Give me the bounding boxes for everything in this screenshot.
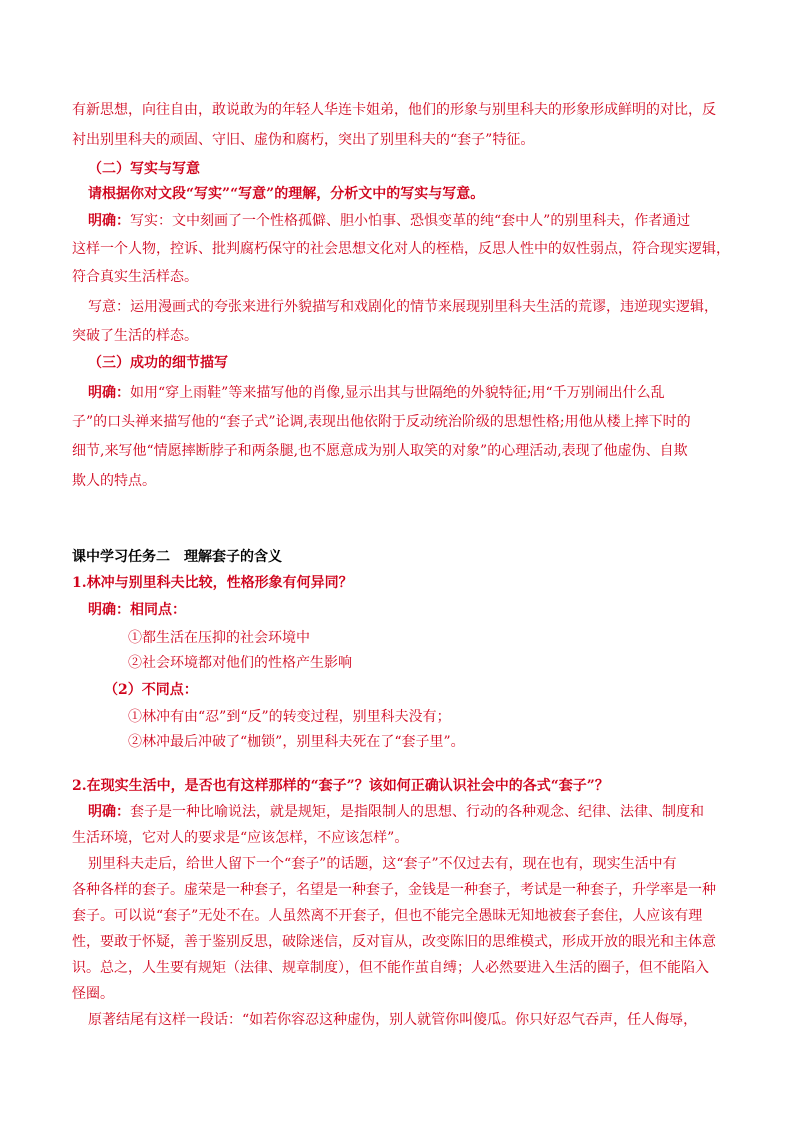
- answer-realism-line-1: [88, 212, 690, 230]
- para2-line-3: 套子。可以说“套子”无处不在。人虽然离不开套子，但也不能完全愚昧无知地被套子套住，人应该有理: [72, 908, 703, 924]
- task-title: 课中学习任务二 理解套子的含义: [72, 549, 282, 565]
- question-2: 2.在现实生活中，是否也有这样那样的“套子”？该如何正确认识社会中的各式“套子”？: [72, 778, 609, 794]
- answer-text: 套子是一种比喻说法，就是规矩，是指限制人的思想、行动的各种观念、纪律、法律、制度和: [130, 804, 704, 820]
- intro-line-1: 有新思想，向往自由，敢说敢为的年轻人华连卡姐弟，他们的形象与别里科夫的形象形成鲜明的对比，反: [72, 102, 716, 118]
- answer-label: 明确：: [88, 385, 130, 401]
- answer-detail-line-4: 欺人的特点。: [72, 473, 156, 489]
- answer-label: 明确：: [88, 213, 130, 229]
- answer-realism-line-3: 符合真实生活样态。: [72, 269, 198, 285]
- para2-line-2: 各种各样的套子。虚荣是一种套子，名望是一种套子，金钱是一种套子，考试是一种套子，升学率是一种: [72, 882, 716, 898]
- para3-line-1: 原著结尾有这样一段话：“如若你容忍这种虚伪，别人就管你叫傻瓜。你只好忍气吞声，任人侮辱，: [88, 1012, 698, 1028]
- answer-q2-line-1: [88, 803, 704, 821]
- question-realism-imagery: 请根据你对文段“写实”“写意”的理解，分析文中的写实与写意。: [88, 186, 485, 202]
- question-1-answer-label: 明确：相同点：: [88, 602, 186, 618]
- question-1: 1.林冲与别里科夫比较，性格形象有何异同？: [72, 575, 353, 591]
- answer-text: 如用“穿上雨鞋”等来描写他的肖像,显示出其与世隔绝的外貌特征;用“千万别闹出什么乱: [130, 385, 665, 401]
- diff-point-1: ①林冲有由“忍”到“反”的转变过程，别里科夫没有；: [128, 709, 451, 725]
- para2-line-1: 别里科夫走后，给世人留下一个“套子”的话题，这“套子”不仅过去有，现在也有，现实生活中有: [88, 856, 677, 872]
- heading-detail-description: （三）成功的细节描写: [88, 355, 228, 371]
- same-point-1: ①都生活在压抑的社会环境中: [128, 630, 310, 646]
- answer-imagery-line-2: 突破了生活的样态。: [72, 328, 198, 344]
- answer-q2-line-2: 生活环境，它对人的要求是“应该怎样，不应该怎样”。: [72, 830, 409, 846]
- diff-point-2: ②林冲最后冲破了“枷锁”，别里科夫死在了“套子里”。: [128, 734, 465, 750]
- answer-imagery-line-1: 写意：运用漫画式的夸张来进行外貌描写和戏剧化的情节来展现别里科夫生活的荒谬，违逆现实逻辑，: [88, 299, 718, 315]
- para2-line-6: 怪圈。: [72, 986, 114, 1002]
- same-point-2: ②社会环境都对他们的性格产生影响: [128, 655, 352, 671]
- diff-heading: （2）不同点：: [104, 682, 198, 698]
- answer-label: 明确：: [88, 804, 130, 820]
- para2-line-5: 识。总之，人生要有规矩（法律、规章制度），但不能作茧自缚；人必然要进入生活的圈子，但不能陷入: [72, 960, 709, 976]
- answer-realism-line-2: 这样一个人物，控诉、批判腐朽保守的社会思想文化对人的桎梏，反思人性中的奴性弱点，符合现实逻辑，: [72, 241, 730, 257]
- intro-line-2: 衬出别里科夫的顽固、守旧、虚伪和腐朽，突出了别里科夫的“套子”特征。: [72, 132, 535, 148]
- answer-text: 写实：文中刻画了一个性格孤僻、胆小怕事、恐惧变革的纯“套中人”的别里科夫，作者通过: [130, 213, 691, 229]
- heading-realism-imagery: （二）写实与写意: [88, 161, 200, 177]
- para2-line-4: 性，要敢于怀疑，善于鉴别反思，破除迷信，反对盲从，改变陈旧的思维模式，形成开放的眼光和主体意: [72, 934, 716, 950]
- answer-detail-line-1: [88, 384, 665, 402]
- answer-detail-line-2: 子”的口头禅来描写他的“套子式”论调,表现出他依附于反动统治阶级的思想性格;用他从楼上摔下时的: [72, 414, 691, 430]
- answer-detail-line-3: 细节,来写他“情愿摔断脖子和两条腿,也不愿意成为别人取笑的对象”的心理活动,表现了他虚伪、自欺: [72, 443, 688, 459]
